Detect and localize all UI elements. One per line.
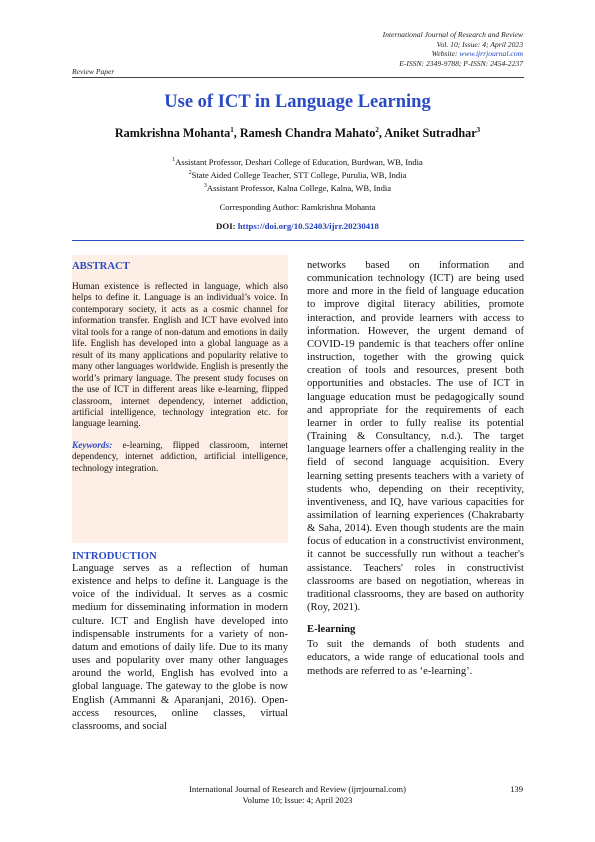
footer-volume: Volume 10; Issue: 4; April 2023 <box>242 794 353 805</box>
affiliation-item <box>0 181 595 194</box>
corresponding-author: Corresponding Author: Ramkrishna Mohanta <box>219 202 376 212</box>
journal-name: International Journal of Research and Review <box>382 30 523 39</box>
elearning-text: To suit the demands of both students and educators, a wide range of educational tools and methods are referred to as ‘e-learning’. <box>307 639 524 677</box>
elearning-heading: E-learning <box>307 624 356 636</box>
title-divider <box>72 240 524 241</box>
introduction-heading: INTRODUCTION <box>72 551 157 562</box>
affil-text: Assistant Professor, Kalna College, Kalna, WB, India <box>206 182 392 193</box>
author-affil-mark: 1 <box>230 126 234 134</box>
journal-header <box>383 30 523 68</box>
author-name: Aniket Sutradhar <box>384 126 477 141</box>
body-paragraph: networks based on information and communication technology (ICT) are being used more and more in the field of language education to improve digital literacy abilities, promote interaction, and provide learners with access to information. However, the urgent demand of COVID-19 pandemic is that teachers offer online instruction, together with the growing quick creation of tools and resources, present both opportunities and obstacles. The use of ICT in language education must be pedagogically sound and appropriate for the requirements of each learner in order to fully realise its potential (Training & Consultancy, n.d.). The target language learners offer a challenging reality in the field of second language acquisition. Every learning setting presents teachers with a variety of students who, depending on their receptivity, inventiveness, and IQ, have various capacities for assimilation of learning experiences (Chakrabarty & Saha, 2014). Even though students are the main focus of education in a constructivist environment, it cannot be successfully run without a teacher's assistance. Teachers' roles in constructivist classrooms are based on negotiation, whereas in traditional classrooms, they are based on authority (Roy, 2021). <box>307 260 524 614</box>
page-footer <box>0 784 595 805</box>
affil-mark: 1 <box>172 157 176 163</box>
doi-link[interactable]: https://doi.org/10.52403/ijrr.20230418 <box>237 221 379 231</box>
abstract-text: Human existence is reflected in language, which also helps to define it. Language is an individual’s voice. In contemporary society, it acts as a cosmic channel for information transfer. English and ICT have evolved into vital tools for a range of non-datum and emotions in daily life. English has developed into a global language as a result of its many applications and popularity relative to many other languages worldwide. English is presently the world’s primary language. The present study focuses on the use of ICT in different areas like e-learning, flipped classroom, internet dependency, internet addiction, artificial intelligence, technology integration etc. for language learning. <box>72 282 288 430</box>
right-column <box>307 259 524 678</box>
header-divider <box>72 77 524 78</box>
affiliation-item <box>0 155 595 168</box>
author-name: Ramkrishna Mohanta <box>114 126 231 141</box>
paper-type-label: Review Paper <box>72 67 115 76</box>
affiliation-item <box>0 168 595 181</box>
doi-label: DOI: <box>216 221 238 231</box>
author-list: Ramkrishna Mohanta$^1$, Ramesh Chandra Mahato$^2$, Aniket Sutradhar$^3$ <box>114 126 481 141</box>
abstract-heading: ABSTRACT <box>72 261 130 272</box>
website-label: Website: <box>431 49 460 59</box>
keywords-label: Keywords: <box>72 440 113 451</box>
introduction-section <box>72 551 288 733</box>
affil-mark: 2 <box>188 169 192 176</box>
keywords-text: e-learning, flipped classroom, internet dependency, internet addiction, artificial intelligence, technology integration. <box>72 440 288 474</box>
website-link[interactable]: www.ijrrjournal.com <box>459 49 523 59</box>
journal-issn: E-ISSN: 2349-9788; P-ISSN: 2454-2237 <box>399 58 523 68</box>
author-name: Ramesh Chandra Mahato <box>239 126 376 141</box>
paper-title: Use of ICT in Language Learning <box>164 92 431 112</box>
affil-text: State Aided College Teacher, STT College, Purulia, WB, India <box>191 169 407 180</box>
affil-text: Assistant Professor, Deshari College of Education, Burdwan, WB, India <box>175 156 423 167</box>
page-number: 139 <box>510 784 523 794</box>
author-affil-mark: 2 <box>375 126 379 134</box>
journal-volume: Vol. 10; Issue: 4; April 2023 <box>436 39 523 49</box>
abstract-box <box>72 255 288 543</box>
introduction-text: Language serves as a reflection of human existence and helps to define it. Language is the voice of the individual. It serves as a cosmic medium for disseminating information in modern culture. ICT and English have developed into indispensable instruments for a variety of non-datum and emotions of daily life. Due to its many uses and popularity over many other languages around the world, English has evolved into a global language. The gateway to the globe is now English (Ammanni & Aparanjani, 2016). Open-access resources, online classes, virtual classrooms, and social <box>72 563 288 732</box>
affiliation-list <box>0 155 595 194</box>
keywords <box>72 441 288 475</box>
affil-mark: 3 <box>203 182 207 189</box>
author-affil-mark: 3 <box>476 126 481 134</box>
footer-journal: International Journal of Research and Review (ijrrjournal.com) <box>189 784 406 794</box>
journal-website <box>383 49 523 59</box>
doi-line <box>0 221 595 231</box>
